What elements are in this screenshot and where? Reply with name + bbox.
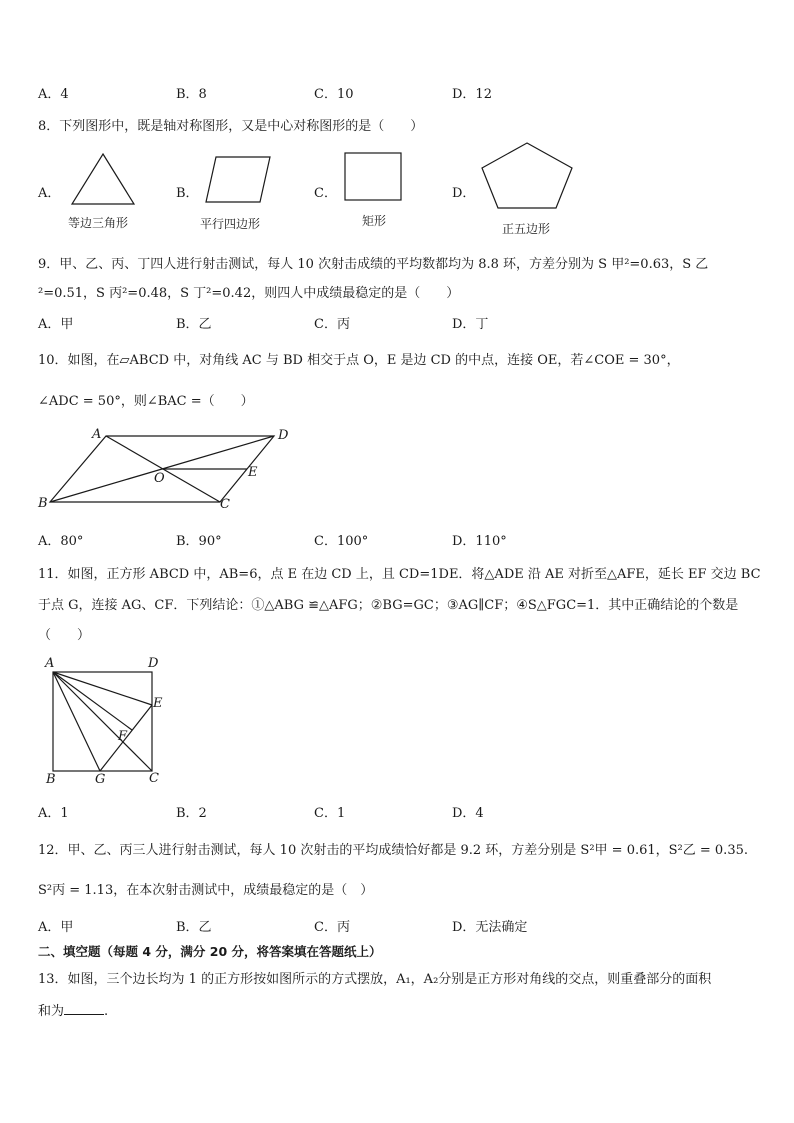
q7-option-c: C．10 <box>314 87 354 102</box>
equilateral-triangle-figure <box>70 152 136 208</box>
q11-label-e: E <box>153 696 163 711</box>
q11-option-c: C．1 <box>314 806 346 821</box>
q9-line2: ²=0.51，S 丙²=0.48，S 丁²=0.42，则四人中成绩最稳定的是（ ） <box>38 286 460 301</box>
q10-line2: ∠ADC = 50°，则∠BAC =（ ） <box>38 394 254 409</box>
q11-label-f: F <box>118 729 128 744</box>
rectangle-figure <box>344 152 402 202</box>
q11-line1: 11．如图，正方形 ABCD 中，AB=6，点 E 在边 CD 上，且 CD=1DE．将△ADE 沿 AE 对折至△AFE，延长 EF 交边 BC <box>38 567 761 582</box>
q11-label-d: D <box>148 656 159 671</box>
regular-pentagon-figure <box>480 142 574 210</box>
q7-option-b: B．8 <box>176 87 207 102</box>
q8-caption-a: 等边三角形 <box>68 216 129 230</box>
parallelogram-abcd-diagram <box>30 422 300 517</box>
q8-option-c: C． <box>314 186 337 201</box>
q13-line1: 13．如图，三个边长均为 1 的正方形按如图所示的方式摆放，A₁，A₂分别是正方形对角线的交点，则重叠部分的面积 <box>38 972 712 987</box>
q11-label-g: G <box>95 772 106 787</box>
q10-label-b: B <box>38 496 48 511</box>
q8-option-d: D． <box>452 186 476 201</box>
q10-label-d: D <box>278 428 289 443</box>
q8-option-b: B． <box>176 186 199 201</box>
q10-option-c: C．100° <box>314 534 369 549</box>
q10-line1: 10．如图，在▱ABCD 中，对角线 AC 与 BD 相交于点 O，E 是边 CD 的中点，连接 OE，若∠COE = 30°， <box>38 353 680 368</box>
q12-option-a: A．甲 <box>38 920 74 935</box>
q12-option-d: D．无法确定 <box>452 920 528 935</box>
q13-line2 <box>38 1000 108 1019</box>
q9-option-a: A．甲 <box>38 317 74 332</box>
q9-option-d: D．丁 <box>452 317 489 332</box>
q13-answer-blank[interactable] <box>64 1002 104 1015</box>
square-abcd-fold-diagram <box>40 660 180 785</box>
q9-option-b: B．乙 <box>176 317 212 332</box>
q13-line2-prefix: 和为 <box>38 1004 65 1019</box>
section-2-title: 二、填空题（每题 4 分，满分 20 分，将答案填在答题纸上） <box>38 944 382 959</box>
q8-caption-d: 正五边形 <box>502 222 551 236</box>
q11-line3: （ ） <box>38 628 91 643</box>
q11-label-b: B <box>46 772 56 787</box>
q11-option-d: D．4 <box>452 806 484 821</box>
q11-label-a: A <box>45 656 55 671</box>
q10-option-d: D．110° <box>452 534 507 549</box>
q10-label-a: A <box>92 427 102 442</box>
q10-option-b: B．90° <box>176 534 222 549</box>
q8-caption-c: 矩形 <box>362 214 387 228</box>
q7-option-d: D．12 <box>452 87 492 102</box>
q12-option-c: C．丙 <box>314 920 350 935</box>
q7-option-a: A．4 <box>38 87 69 102</box>
q10-label-o: O <box>154 471 165 486</box>
q8-option-a: A． <box>38 186 61 201</box>
q12-line1: 12．甲、乙、丙三人进行射击测试，每人 10 次射击的平均成绩恰好都是 9.2 环，方差分别是 S²甲 = 0.61，S²乙 = 0.35. <box>38 843 748 858</box>
q10-label-c: C <box>220 497 230 512</box>
q13-line2-suffix: . <box>104 1004 109 1019</box>
q9-option-c: C．丙 <box>314 317 350 332</box>
q11-line2: 于点 G，连接 AG、CF．下列结论：①△ABG ≌△AFG；②BG=GC；③AG∥CF；④S△FGC=1．其中正确结论的个数是 <box>38 598 739 613</box>
q9-line1: 9．甲、乙、丙、丁四人进行射击测试，每人 10 次射击成绩的平均数都均为 8.8 环，方差分别为 S 甲²=0.63，S 乙 <box>38 257 709 272</box>
q11-option-a: A．1 <box>38 806 69 821</box>
q11-label-c: C <box>149 771 159 786</box>
q8-stem: 8．下列图形中，既是轴对称图形，又是中心对称图形的是（ ） <box>38 119 424 134</box>
q10-option-a: A．80° <box>38 534 84 549</box>
q11-option-b: B．2 <box>176 806 207 821</box>
parallelogram-figure <box>206 155 272 205</box>
q8-caption-b: 平行四边形 <box>200 217 261 231</box>
q12-option-b: B．乙 <box>176 920 212 935</box>
q12-line2: S²丙 = 1.13，在本次射击测试中，成绩最稳定的是（ ） <box>38 883 374 898</box>
q10-label-e: E <box>248 465 258 480</box>
